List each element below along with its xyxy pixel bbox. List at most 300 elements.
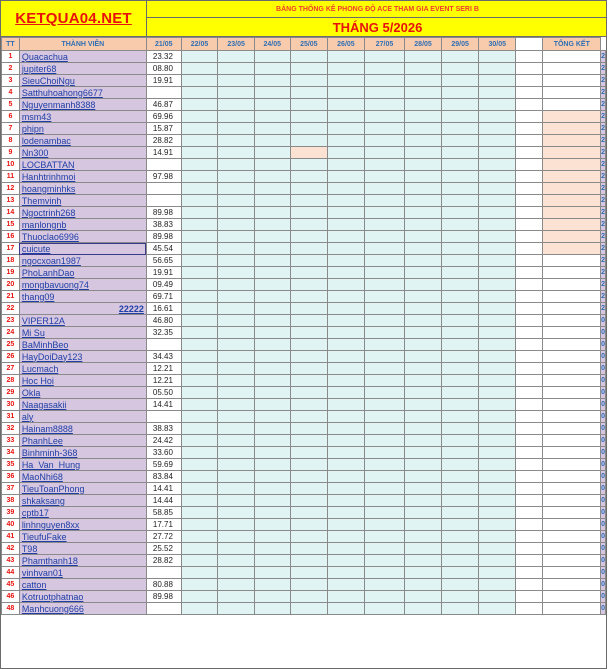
date-cell[interactable] [441, 567, 479, 579]
date-cell[interactable] [254, 339, 290, 351]
date-cell[interactable] [328, 495, 365, 507]
date-cell[interactable] [254, 507, 290, 519]
date-cell[interactable] [441, 435, 479, 447]
date-cell[interactable] [516, 375, 543, 387]
date-cell[interactable] [405, 375, 442, 387]
date-cell[interactable] [181, 231, 218, 243]
date-cell[interactable] [181, 63, 218, 75]
date-cell[interactable] [479, 411, 516, 423]
date-cell[interactable] [254, 471, 290, 483]
date-cell[interactable] [364, 339, 405, 351]
date-cell[interactable] [405, 567, 442, 579]
date-cell[interactable] [181, 387, 218, 399]
date-cell[interactable] [328, 195, 365, 207]
member-name[interactable]: Phamthanh18 [19, 555, 146, 567]
date-cell[interactable] [290, 459, 328, 471]
date-cell[interactable] [328, 135, 365, 147]
date-cell[interactable] [441, 123, 479, 135]
date-cell[interactable] [516, 207, 543, 219]
date-cell[interactable] [479, 159, 516, 171]
date-cell[interactable] [479, 87, 516, 99]
date-cell[interactable] [516, 399, 543, 411]
score-cell[interactable]: 12.21 [146, 363, 181, 375]
date-cell[interactable] [516, 363, 543, 375]
date-cell[interactable] [328, 591, 365, 603]
date-cell[interactable] [516, 447, 543, 459]
date-cell[interactable] [290, 243, 328, 255]
date-cell[interactable] [181, 447, 218, 459]
score-cell[interactable]: 19.91 [146, 75, 181, 87]
date-cell[interactable] [181, 279, 218, 291]
date-cell[interactable] [328, 447, 365, 459]
date-cell[interactable] [181, 87, 218, 99]
score-cell[interactable] [146, 195, 181, 207]
date-cell[interactable] [441, 267, 479, 279]
date-cell[interactable] [254, 567, 290, 579]
member-name[interactable]: manlongnb [19, 219, 146, 231]
date-cell[interactable] [516, 51, 543, 63]
date-cell[interactable] [441, 291, 479, 303]
date-cell[interactable] [405, 231, 442, 243]
date-cell[interactable] [218, 183, 255, 195]
date-cell[interactable] [328, 219, 365, 231]
date-cell[interactable] [218, 63, 255, 75]
score-cell[interactable]: 32.35 [146, 327, 181, 339]
date-cell[interactable] [405, 351, 442, 363]
date-cell[interactable] [364, 267, 405, 279]
date-cell[interactable] [479, 435, 516, 447]
date-cell[interactable] [364, 399, 405, 411]
score-cell[interactable]: 24.42 [146, 435, 181, 447]
score-cell[interactable]: 80.88 [146, 579, 181, 591]
date-cell[interactable] [328, 207, 365, 219]
date-cell[interactable] [181, 543, 218, 555]
date-cell[interactable] [516, 135, 543, 147]
date-cell[interactable] [328, 87, 365, 99]
date-cell[interactable] [181, 207, 218, 219]
date-cell[interactable] [254, 603, 290, 615]
date-cell[interactable] [364, 159, 405, 171]
date-cell[interactable] [254, 519, 290, 531]
date-cell[interactable] [328, 171, 365, 183]
date-cell[interactable] [441, 75, 479, 87]
date-cell[interactable] [181, 327, 218, 339]
date-cell[interactable] [479, 147, 516, 159]
date-cell[interactable] [290, 207, 328, 219]
date-cell[interactable] [328, 75, 365, 87]
date-cell[interactable] [479, 543, 516, 555]
date-cell[interactable] [254, 183, 290, 195]
score-cell[interactable]: 45.54 [146, 243, 181, 255]
date-cell[interactable] [516, 543, 543, 555]
date-cell[interactable] [290, 75, 328, 87]
date-cell[interactable] [328, 399, 365, 411]
date-cell[interactable] [441, 135, 479, 147]
date-cell[interactable] [364, 531, 405, 543]
date-cell[interactable] [405, 171, 442, 183]
date-cell[interactable] [479, 123, 516, 135]
date-cell[interactable] [516, 267, 543, 279]
member-name[interactable]: Manhcuong666 [19, 603, 146, 615]
date-cell[interactable] [254, 87, 290, 99]
score-cell[interactable]: 46.87 [146, 99, 181, 111]
date-cell[interactable] [405, 315, 442, 327]
date-cell[interactable] [181, 315, 218, 327]
date-cell[interactable] [218, 255, 255, 267]
score-cell[interactable]: 97.98 [146, 171, 181, 183]
date-cell[interactable] [441, 159, 479, 171]
date-cell[interactable] [516, 327, 543, 339]
date-cell[interactable] [364, 111, 405, 123]
score-cell[interactable]: 09.49 [146, 279, 181, 291]
date-cell[interactable] [290, 423, 328, 435]
member-name[interactable]: T98 [19, 543, 146, 555]
date-cell[interactable] [479, 603, 516, 615]
date-cell[interactable] [479, 303, 516, 315]
member-name[interactable]: vinhvan01 [19, 567, 146, 579]
date-cell[interactable] [441, 183, 479, 195]
date-cell[interactable] [516, 351, 543, 363]
score-cell[interactable]: 14.41 [146, 399, 181, 411]
date-cell[interactable] [364, 567, 405, 579]
date-cell[interactable] [218, 303, 255, 315]
score-cell[interactable]: 16.61 [146, 303, 181, 315]
date-cell[interactable] [516, 579, 543, 591]
date-cell[interactable] [479, 447, 516, 459]
date-cell[interactable] [290, 495, 328, 507]
date-cell[interactable] [254, 255, 290, 267]
date-cell[interactable] [254, 111, 290, 123]
date-cell[interactable] [254, 159, 290, 171]
date-cell[interactable] [290, 159, 328, 171]
date-cell[interactable] [405, 279, 442, 291]
date-cell[interactable] [218, 435, 255, 447]
date-cell[interactable] [516, 435, 543, 447]
date-cell[interactable] [254, 315, 290, 327]
score-cell[interactable]: 69.71 [146, 291, 181, 303]
date-cell[interactable] [516, 471, 543, 483]
date-cell[interactable] [290, 99, 328, 111]
date-cell[interactable] [479, 579, 516, 591]
date-cell[interactable] [328, 231, 365, 243]
date-cell[interactable] [405, 471, 442, 483]
date-cell[interactable] [290, 363, 328, 375]
date-cell[interactable] [405, 195, 442, 207]
date-cell[interactable] [328, 279, 365, 291]
date-cell[interactable] [364, 591, 405, 603]
date-cell[interactable] [290, 111, 328, 123]
date-cell[interactable] [516, 159, 543, 171]
member-name[interactable]: Hanhtrinhmoi [19, 171, 146, 183]
score-cell[interactable]: 05.50 [146, 387, 181, 399]
score-cell[interactable]: 15.87 [146, 123, 181, 135]
date-cell[interactable] [479, 51, 516, 63]
date-cell[interactable] [441, 531, 479, 543]
date-cell[interactable] [218, 87, 255, 99]
date-cell[interactable] [218, 315, 255, 327]
date-cell[interactable] [181, 351, 218, 363]
date-cell[interactable] [254, 123, 290, 135]
date-cell[interactable] [181, 423, 218, 435]
date-cell[interactable] [328, 543, 365, 555]
date-cell[interactable] [218, 171, 255, 183]
member-name[interactable]: cuicute [19, 243, 146, 255]
member-name[interactable]: Satthuhoahong6677 [19, 87, 146, 99]
member-name[interactable]: TieufuFake [19, 531, 146, 543]
date-cell[interactable] [364, 219, 405, 231]
date-cell[interactable] [441, 243, 479, 255]
date-cell[interactable] [181, 135, 218, 147]
date-cell[interactable] [328, 471, 365, 483]
date-cell[interactable] [328, 267, 365, 279]
date-cell[interactable] [290, 231, 328, 243]
score-cell[interactable]: 28.82 [146, 555, 181, 567]
date-cell[interactable] [516, 99, 543, 111]
date-cell[interactable] [479, 459, 516, 471]
date-cell[interactable] [479, 327, 516, 339]
date-cell[interactable] [290, 519, 328, 531]
date-cell[interactable] [441, 507, 479, 519]
date-cell[interactable] [479, 243, 516, 255]
score-cell[interactable] [146, 183, 181, 195]
member-name[interactable]: Ha_Van_Hung [19, 459, 146, 471]
date-cell[interactable] [254, 243, 290, 255]
date-cell[interactable] [516, 531, 543, 543]
date-cell[interactable] [218, 207, 255, 219]
date-cell[interactable] [405, 267, 442, 279]
date-cell[interactable] [218, 147, 255, 159]
member-name[interactable]: Thuoclao6996 [19, 231, 146, 243]
date-cell[interactable] [218, 591, 255, 603]
date-cell[interactable] [516, 555, 543, 567]
date-cell[interactable] [181, 111, 218, 123]
date-cell[interactable] [479, 183, 516, 195]
date-cell[interactable] [181, 399, 218, 411]
date-cell[interactable] [254, 351, 290, 363]
date-cell[interactable] [479, 555, 516, 567]
date-cell[interactable] [479, 255, 516, 267]
date-cell[interactable] [181, 495, 218, 507]
date-cell[interactable] [218, 519, 255, 531]
date-cell[interactable] [290, 195, 328, 207]
date-cell[interactable] [364, 375, 405, 387]
date-cell[interactable] [516, 339, 543, 351]
date-cell[interactable] [479, 195, 516, 207]
date-cell[interactable] [290, 315, 328, 327]
score-cell[interactable]: 58.85 [146, 507, 181, 519]
date-cell[interactable] [181, 255, 218, 267]
date-cell[interactable] [364, 147, 405, 159]
date-cell[interactable] [479, 291, 516, 303]
member-name[interactable]: PhoLanhDao [19, 267, 146, 279]
date-cell[interactable] [516, 519, 543, 531]
date-cell[interactable] [181, 483, 218, 495]
date-cell[interactable] [181, 591, 218, 603]
date-cell[interactable] [405, 159, 442, 171]
date-cell[interactable] [181, 567, 218, 579]
member-name[interactable]: Hainam8888 [19, 423, 146, 435]
date-cell[interactable] [328, 411, 365, 423]
date-cell[interactable] [290, 375, 328, 387]
date-cell[interactable] [516, 63, 543, 75]
date-cell[interactable] [218, 291, 255, 303]
date-cell[interactable] [405, 339, 442, 351]
date-cell[interactable] [328, 315, 365, 327]
date-cell[interactable] [405, 243, 442, 255]
date-cell[interactable] [479, 351, 516, 363]
date-cell[interactable] [254, 147, 290, 159]
date-cell[interactable] [181, 171, 218, 183]
score-cell[interactable]: 56.65 [146, 255, 181, 267]
date-cell[interactable] [405, 63, 442, 75]
date-cell[interactable] [181, 123, 218, 135]
date-cell[interactable] [364, 579, 405, 591]
date-cell[interactable] [254, 195, 290, 207]
date-cell[interactable] [479, 75, 516, 87]
date-cell[interactable] [405, 255, 442, 267]
date-cell[interactable] [218, 327, 255, 339]
date-cell[interactable] [516, 495, 543, 507]
date-cell[interactable] [290, 435, 328, 447]
member-name[interactable]: jupiter68 [19, 63, 146, 75]
logo-text[interactable]: KETQUA04.NET [15, 10, 132, 27]
date-cell[interactable] [218, 111, 255, 123]
member-name[interactable]: cptb17 [19, 507, 146, 519]
date-cell[interactable] [254, 531, 290, 543]
date-cell[interactable] [328, 531, 365, 543]
date-cell[interactable] [254, 303, 290, 315]
date-cell[interactable] [441, 339, 479, 351]
date-cell[interactable] [328, 351, 365, 363]
date-cell[interactable] [290, 351, 328, 363]
date-cell[interactable] [364, 387, 405, 399]
member-name[interactable]: LOCBATTAN [19, 159, 146, 171]
date-cell[interactable] [290, 507, 328, 519]
date-cell[interactable] [516, 507, 543, 519]
date-cell[interactable] [405, 483, 442, 495]
date-cell[interactable] [516, 303, 543, 315]
member-name[interactable]: MaoNhi68 [19, 471, 146, 483]
date-cell[interactable] [328, 255, 365, 267]
date-cell[interactable] [364, 243, 405, 255]
date-cell[interactable] [405, 447, 442, 459]
date-cell[interactable] [441, 483, 479, 495]
date-cell[interactable] [328, 123, 365, 135]
score-cell[interactable] [146, 411, 181, 423]
date-cell[interactable] [516, 279, 543, 291]
date-cell[interactable] [479, 507, 516, 519]
date-cell[interactable] [290, 171, 328, 183]
member-name[interactable]: lodenambac [19, 135, 146, 147]
date-cell[interactable] [218, 135, 255, 147]
member-name[interactable]: 22222 [19, 303, 146, 315]
date-cell[interactable] [441, 255, 479, 267]
date-cell[interactable] [328, 99, 365, 111]
date-cell[interactable] [405, 603, 442, 615]
score-cell[interactable]: 38.83 [146, 423, 181, 435]
date-cell[interactable] [479, 531, 516, 543]
date-cell[interactable] [254, 63, 290, 75]
date-cell[interactable] [516, 255, 543, 267]
date-cell[interactable] [405, 135, 442, 147]
date-cell[interactable] [290, 147, 328, 159]
date-cell[interactable] [405, 123, 442, 135]
date-cell[interactable] [364, 171, 405, 183]
date-cell[interactable] [218, 243, 255, 255]
date-cell[interactable] [218, 579, 255, 591]
date-cell[interactable] [290, 471, 328, 483]
date-cell[interactable] [479, 63, 516, 75]
date-cell[interactable] [441, 327, 479, 339]
date-cell[interactable] [290, 567, 328, 579]
date-cell[interactable] [181, 99, 218, 111]
date-cell[interactable] [290, 327, 328, 339]
date-cell[interactable] [328, 459, 365, 471]
date-cell[interactable] [405, 51, 442, 63]
member-name[interactable]: PhanhLee [19, 435, 146, 447]
date-cell[interactable] [441, 147, 479, 159]
date-cell[interactable] [364, 75, 405, 87]
date-cell[interactable] [290, 411, 328, 423]
date-cell[interactable] [364, 51, 405, 63]
date-cell[interactable] [290, 123, 328, 135]
score-cell[interactable]: 38.83 [146, 219, 181, 231]
date-cell[interactable] [290, 399, 328, 411]
date-cell[interactable] [254, 75, 290, 87]
date-cell[interactable] [479, 495, 516, 507]
date-cell[interactable] [441, 99, 479, 111]
date-cell[interactable] [364, 411, 405, 423]
date-cell[interactable] [516, 147, 543, 159]
date-cell[interactable] [364, 123, 405, 135]
date-cell[interactable] [516, 195, 543, 207]
date-cell[interactable] [218, 483, 255, 495]
date-cell[interactable] [479, 315, 516, 327]
date-cell[interactable] [290, 447, 328, 459]
date-cell[interactable] [181, 219, 218, 231]
date-cell[interactable] [516, 87, 543, 99]
date-cell[interactable] [441, 603, 479, 615]
date-cell[interactable] [441, 591, 479, 603]
date-cell[interactable] [290, 51, 328, 63]
date-cell[interactable] [364, 303, 405, 315]
date-cell[interactable] [405, 399, 442, 411]
member-name[interactable]: catton [19, 579, 146, 591]
date-cell[interactable] [290, 483, 328, 495]
member-name[interactable]: Binhminh-368 [19, 447, 146, 459]
date-cell[interactable] [218, 447, 255, 459]
date-cell[interactable] [479, 471, 516, 483]
date-cell[interactable] [479, 279, 516, 291]
date-cell[interactable] [328, 435, 365, 447]
date-cell[interactable] [218, 399, 255, 411]
date-cell[interactable] [254, 555, 290, 567]
date-cell[interactable] [218, 507, 255, 519]
date-cell[interactable] [441, 303, 479, 315]
member-name[interactable]: Kotruotphatnao [19, 591, 146, 603]
member-name[interactable]: Mi Su [19, 327, 146, 339]
date-cell[interactable] [364, 195, 405, 207]
date-cell[interactable] [254, 363, 290, 375]
date-cell[interactable] [364, 207, 405, 219]
member-name[interactable]: Okla [19, 387, 146, 399]
date-cell[interactable] [254, 219, 290, 231]
date-cell[interactable] [328, 159, 365, 171]
date-cell[interactable] [405, 219, 442, 231]
date-cell[interactable] [405, 435, 442, 447]
date-cell[interactable] [254, 279, 290, 291]
member-name[interactable]: TieuToanPhong [19, 483, 146, 495]
